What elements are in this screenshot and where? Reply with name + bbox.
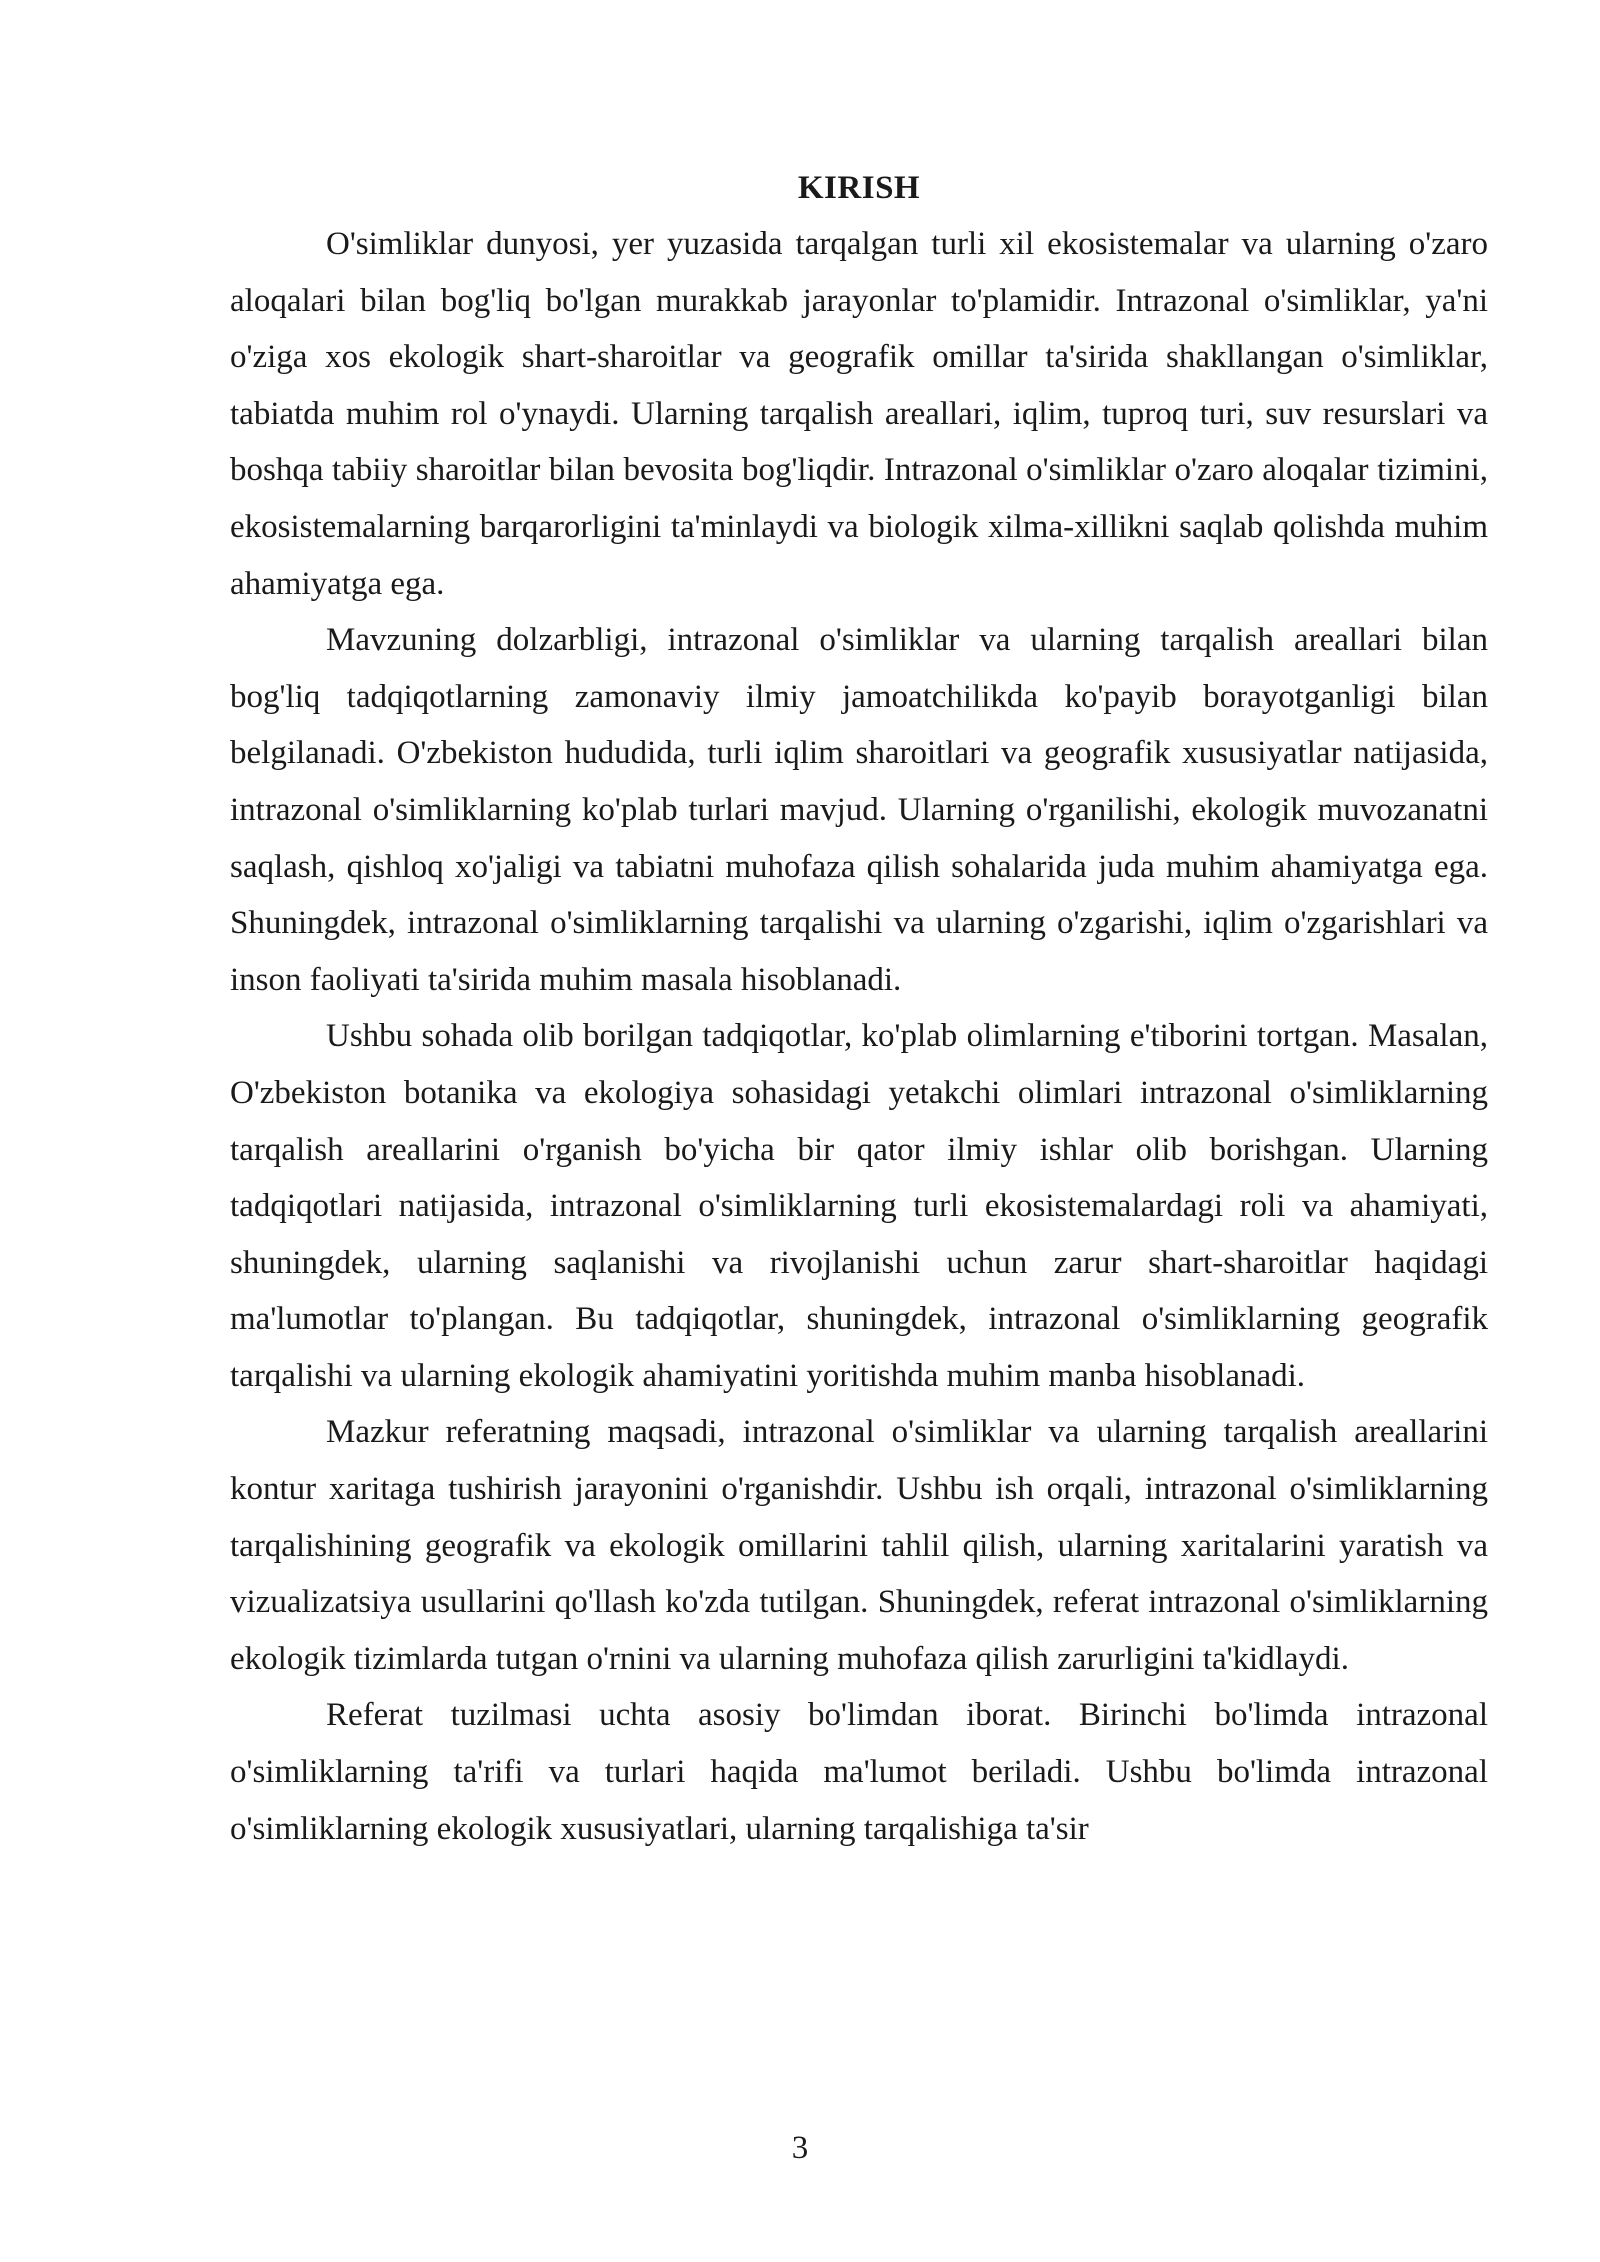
paragraph-structure: Referat tuzilmasi uchta asosiy bo'limdan iborat. Birinchi bo'limda intrazonal o'simliklarning ta'rifi va turlari haqida ma'lumot beriladi. Ushbu bo'limda intrazonal o'simliklarning ekologik xususiyatlari, ularning tarqalishiga ta'sir	[230, 1697, 1488, 1847]
paragraph-relevance: Mavzuning dolzarbligi, intrazonal o'simliklar va ularning tarqalish areallari bilan bog'liq tadqiqotlarning zamonaviy ilmiy jamoatchilikda ko'payib borayotganligi bilan belgilanadi. O'zbekiston hududida, turli iqlim sharoitlari va geografik xususiyatlar natijasida, intrazonal o'simliklarning ko'plab turlari mavjud. Ularning o'rganilishi, ekologik muvozanatni saqlash, qishloq xo'jaligi va tabiatni muhofaza qilish sohalarida juda muhim ahamiyatga ega. Shuningdek, intrazonal o'simliklarning tarqalishi va ularning o'zgarishi, iqlim o'zgarishlari va inson faoliyati ta'sirida muhim masala hisoblanadi.	[230, 622, 1488, 998]
page-body	[230, 160, 1488, 1857]
page-number: 3	[791, 2130, 809, 2166]
paragraph-research: Ushbu sohada olib borilgan tadqiqotlar, ko'plab olimlarning e'tiborini tortgan. Masalan, O'zbekiston botanika va ekologiya sohasidagi yetakchi olimlari intrazonal o'simliklarning tarqalish areallarini o'rganish bo'yicha bir qator ilmiy ishlar olib borishgan. Ularning tadqiqotlari natijasida, intrazonal o'simliklarning turli ekosistemalardagi roli va ahamiyati, shuningdek, ularning saqlanishi va rivojlanishi uchun zarur shart-sharoitlar haqidagi ma'lumotlar to'plangan. Bu tadqiqotlar, shuningdek, intrazonal o'simliklarning geografik tarqalishi va ularning ekologik ahamiyatini yoritishda muhim manba hisoblanadi.	[230, 1018, 1488, 1394]
paragraph-aim: Mazkur referatning maqsadi, intrazonal o'simliklar va ularning tarqalish areallarini kontur xaritaga tushirish jarayonini o'rganishdir. Ushbu ish orqali, intrazonal o'simliklarning tarqalishining geografik va ekologik omillarini tahlil qilish, ularning xaritalarini yaratish va vizualizatsiya usullarini qo'llash ko'zda tutilgan. Shuningdek, referat intrazonal o'simliklarning ekologik tizimlarda tutgan o'rnini va ularning muhofaza qilish zarurligini ta'kidlaydi.	[230, 1414, 1488, 1677]
section-title: KIRISH	[797, 170, 921, 206]
paragraph-intro: O'simliklar dunyosi, yer yuzasida tarqalgan turli xil ekosistemalar va ularning o'zaro aloqalari bilan bog'liq bo'lgan murakkab jarayonlar to'plamidir. Intrazonal o'simliklar, ya'ni o'ziga xos ekologik shart-sharoitlar va geografik omillar ta'sirida shakllangan o'simliklar, tabiatda muhim rol o'ynaydi. Ularning tarqalish areallari, iqlim, tuproq turi, suv resurslari va boshqa tabiiy sharoitlar bilan bevosita bog'liqdir. Intrazonal o'simliklar o'zaro aloqalar tizimini, ekosistemalarning barqarorligini ta'minlaydi va biologik xilma-xillikni saqlab qolishda muhim ahamiyatga ega.	[230, 226, 1488, 602]
